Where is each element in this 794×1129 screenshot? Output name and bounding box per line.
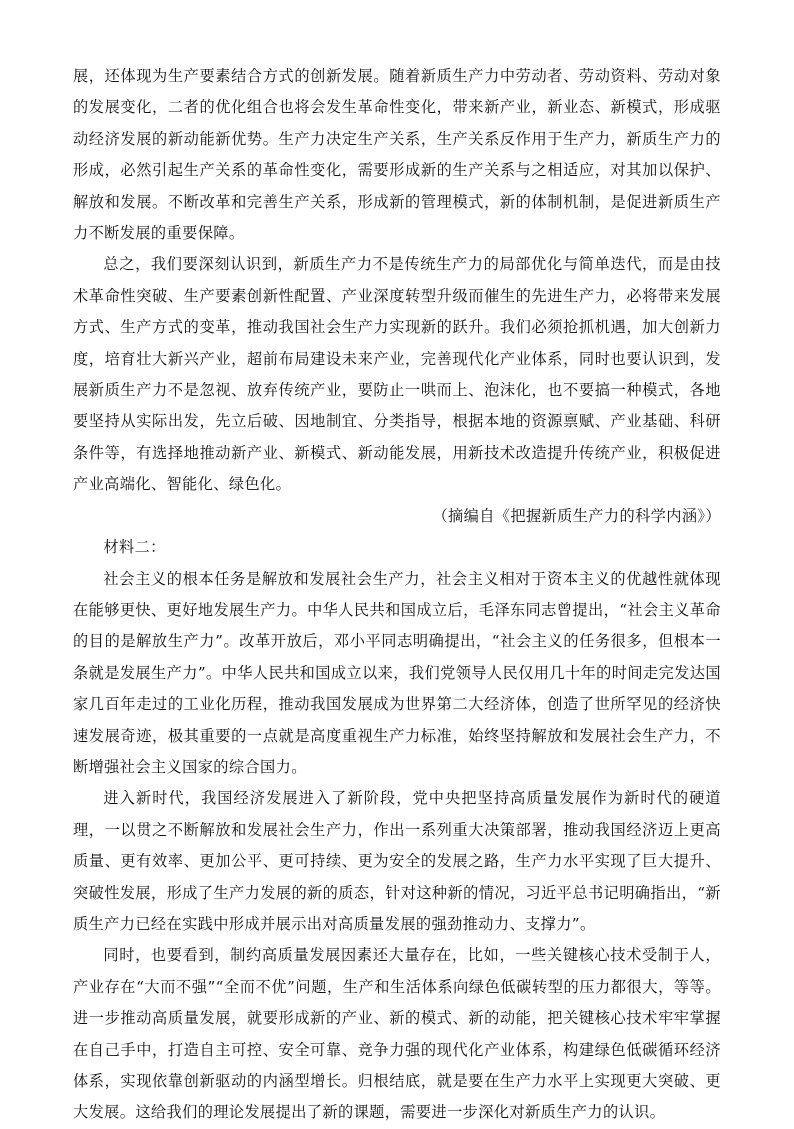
paragraph-4: 进入新时代，我国经济发展进入了新阶段，党中央把坚持高质量发展作为新时代的硬道理，一以贯之不断解放和发展社会生产力，作出一系列重大决策部署，推动我国经济迈上更高质量、更有效率、更加公平、更可持续、更为安全的发展之路，生产力水平实现了巨大提升、突破性发展，形成了生产力发展的新的质态，针对这种新的情况，习近平总书记明确指出，“新质生产力已经在实践中形成并展示出对高质量发展的强劲推动力、支撑力”。 bbox=[73, 789, 721, 933]
paragraph-5: 同时，也要看到，制约高质量发展因素还大量存在，比如，一些关键核心技术受制于人，产业存在“大而不强”“全而不优”问题，生产和生活体系向绿色低碳转型的压力都很大，等等。进一步推动高质量发展，就要形成新的产业、新的模式、新的动能，把关键核心技术牢牢掌握在自己手中，打造自主可控、安全可靠、竞争力强的现代化产业体系，构建绿色低碳循环经济体系，实现依靠创新驱动的内涵型增长。归根结底，就是要在生产力水平上实现更大突破、更大发展。这给我们的理论发展提出了新的课题，需要进一步深化对新质生产力的认识。 bbox=[73, 946, 721, 1122]
document-page bbox=[73, 61, 721, 1129]
paragraph-1: 展，还体现为生产要素结合方式的创新发展。随着新质生产力中劳动者、劳动资料、劳动对象的发展变化，二者的优化组合也将会发生革命性变化，带来新产业，新业态、新模式，形成驱动经济发展的新动能新优势。生产力决定生产关系，生产关系反作用于生产力，新质生产力的形成，必然引起生产关系的革命性变化，需要形成新的生产关系与之相适应，对其加以保护、解放和发展。不断改革和完善生产关系，形成新的管理模式，新的体制机制，是促进新质生产力不断发展的重要保障。 bbox=[73, 67, 721, 243]
source-citation: （摘编自《把握新质生产力的科学内涵》） bbox=[432, 506, 721, 525]
paragraph-3: 社会主义的根本任务是解放和发展社会生产力，社会主义相对于资本主义的优越性就体现在能够更快、更好地发展生产力。中华人民共和国成立后，毛泽东同志曾提出，“社会主义革命的目的是解放生产力”。改革开放后，邓小平同志明确提出，“社会主义的任务很多，但根本一条就是发展生产力”。中华人民共和国成立以来，我们党领导人民仅用几十年的时间走完发达国家几百年走过的工业化历程，推动我国发展成为世界第二大经济体，创造了世所罕见的经济快速发展奇迹，极其重要的一点就是高度重视生产力标准，始终坚持解放和发展社会生产力，不断增强社会主义国家的综合国力。 bbox=[73, 569, 721, 776]
material-two-label: 材料二： bbox=[103, 538, 166, 557]
paragraph-2: 总之，我们要深刻认识到，新质生产力不是传统生产力的局部优化与简单迭代，而是由技术革命性突破、生产要素创新性配置、产业深度转型升级而催生的先进生产力，必将带来发展方式、生产方式的变革，推动我国社会生产力实现新的跃升。我们必须抢抓机遇，加大创新力度，培育壮大新兴产业，超前布局建设未来产业，完善现代化产业体系，同时也要认识到，发展新质生产力不是忽视、放弃传统产业，要防止一哄而上、泡沫化，也不要搞一种模式，各地要坚持从实际出发，先立后破、因地制宜、分类指导，根据本地的资源禀赋、产业基础、科研条件等，有选择地推动新产业、新模式、新动能发展，用新技术改造提升传统产业，积极促进产业高端化、智能化、绿色化。 bbox=[73, 255, 721, 494]
